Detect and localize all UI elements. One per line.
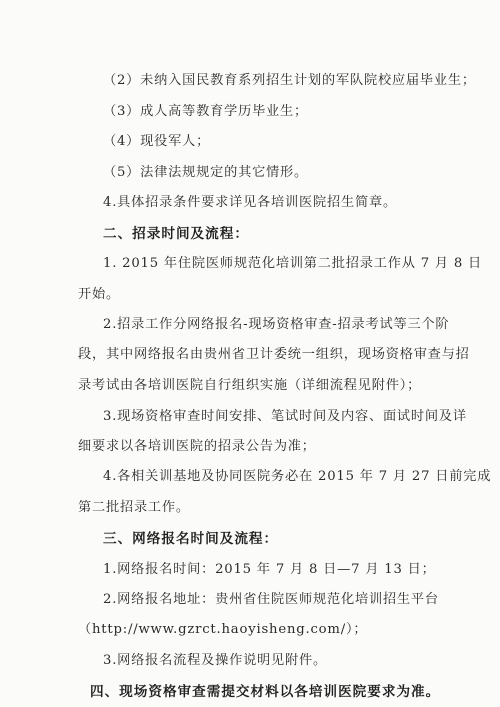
text-line: 录考试由各培训医院自行组织实施（详细流程见附件）； <box>78 378 422 394</box>
text-line: （5）法律法规规定的其它情形。 <box>103 165 309 181</box>
text-line: （4）现役军人； <box>103 134 211 150</box>
text-line: 1. 2015 年住院医师规范化培训第二批招录工作从 7 月 8 日 <box>103 256 483 272</box>
text-line: （2）未纳入国民教育系列招生计划的军队院校应届毕业生； <box>103 73 476 88</box>
text-line: 细要求以各培训医院的招录公告为准； <box>78 439 316 455</box>
text-line: 开始。 <box>78 287 120 303</box>
text-line: 3.现场资格审查时间安排、笔试时间及内容、面试时间及详 <box>103 409 467 425</box>
text-line: 4.各相关训基地及协同医院务必在 2015 年 7 月 27 日前完成 <box>103 469 492 485</box>
text-line: 第二批招录工作。 <box>78 500 190 516</box>
url-line: （http://www.gzrct.haoyisheng.com/）； <box>78 622 368 638</box>
text-line: （3）成人高等教育学历毕业生； <box>103 104 309 119</box>
section-heading: 二、招录时间及流程： <box>103 226 249 243</box>
text-line: 2.网络报名地址：贵州省住院医师规范化培训招生平台 <box>103 592 439 608</box>
text-line: 1.网络报名时间：2015 年 7 月 8 日—7 月 13 日； <box>103 562 436 578</box>
text-line: 段，其中网络报名由贵州省卫计委统一组织，现场资格审查与招 <box>78 347 470 363</box>
text-line: 4.具体招录条件要求详见各培训医院招生简章。 <box>103 195 397 211</box>
text-line: 2.招录工作分网络报名-现场资格审查-招录考试等三个阶 <box>103 317 450 333</box>
section-heading: 三、网络报名时间及流程： <box>103 531 279 548</box>
text-line: 3.网络报名流程及操作说明见附件。 <box>103 653 327 669</box>
section-heading: 四、现场资格审查需提交材料以各培训医院要求为准。 <box>90 684 441 701</box>
